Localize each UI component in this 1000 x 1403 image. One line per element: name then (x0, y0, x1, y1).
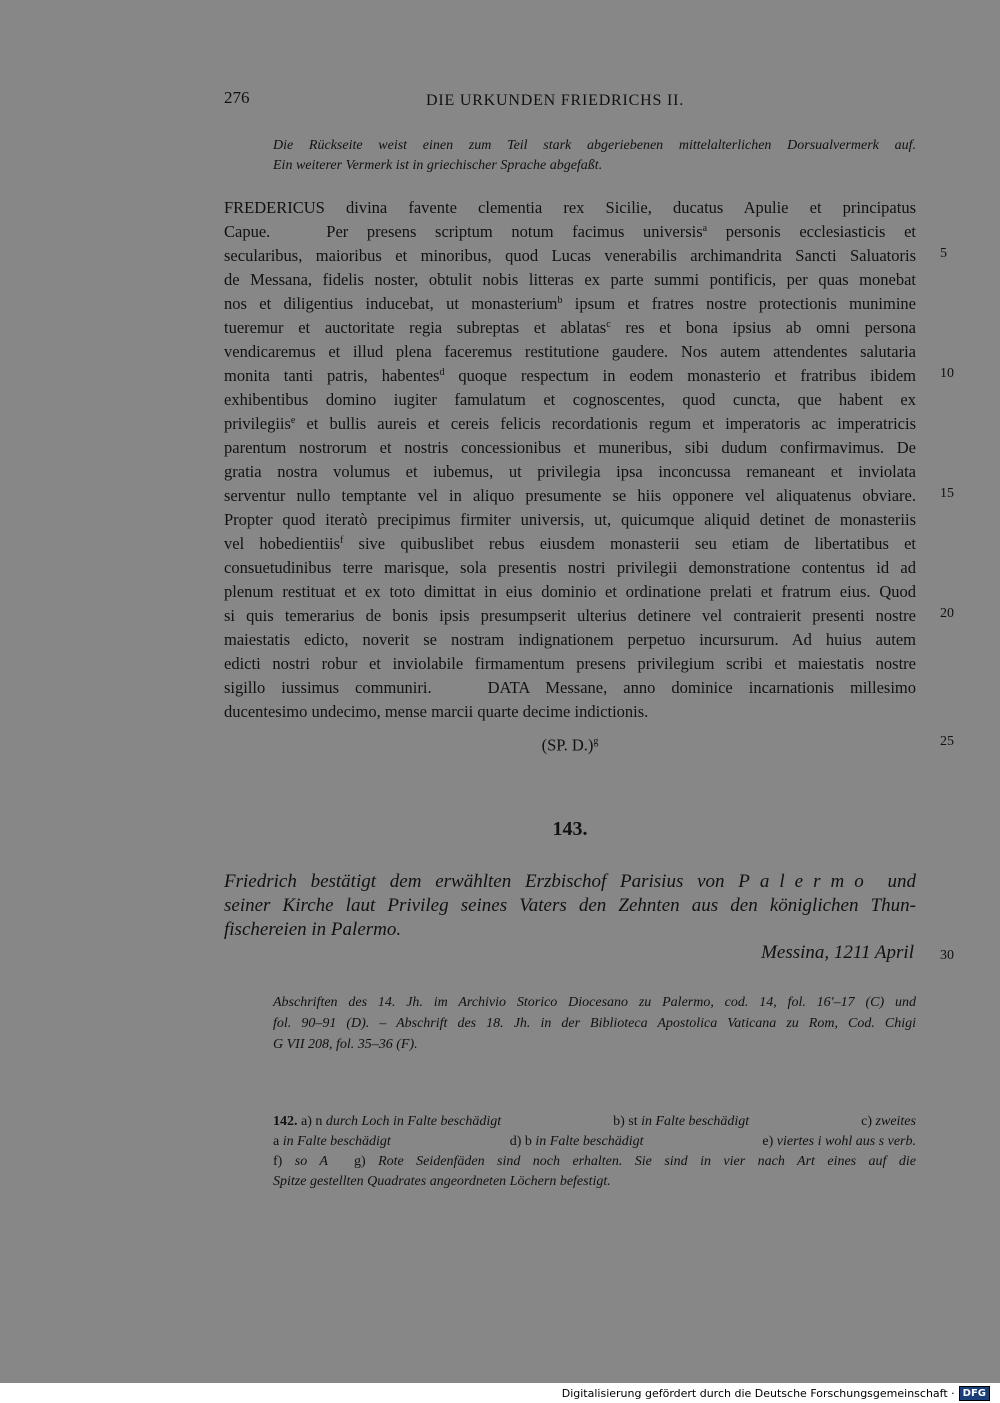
charter-line-text: nos et diligentius inducebat, ut monasterium (224, 294, 558, 313)
charter-line (224, 556, 916, 580)
page-number: 276 (224, 88, 250, 107)
charter-line-text: sigillo iussimus communiri. (224, 678, 432, 697)
seal-text: (SP. D.) (541, 735, 594, 755)
footnote-label: e) (762, 1134, 774, 1149)
charter-line-text: FREDERICUS divina favente clementia rex Sicilie, ducatus Apulie et principatus (224, 198, 916, 217)
charter-line-text: vendicaremus et illud plena faceremus restitutione gaudere. Nos autem attendentes salutaria (224, 342, 916, 361)
charter-line-text: de Messana, fidelis noster, obtulit nobis litteras ex parte summi pontificis, per quas monebat (224, 270, 916, 289)
intro-note-line: Die Rückseite weist einen zum Teil stark abgeriebenen mittelalterlichen Dorsualvermerk auf. (273, 138, 916, 153)
footnote-letter: a (273, 1134, 280, 1149)
footnote-label: d) (509, 1134, 522, 1149)
footnote-text: zweites (875, 1114, 916, 1129)
line-number: 10 (940, 366, 954, 381)
footnote-label: g) (353, 1154, 366, 1169)
charter-line-text: privilegiis (224, 414, 291, 433)
charter-line (224, 604, 916, 628)
sources-line: fol. 90–91 (D). – Abschrift des 18. Jh. in der Biblioteca Apostolica Vaticana zu Rom, Cod. Chigi (273, 1016, 916, 1031)
footnote-text: viertes i wohl aus s verb. (776, 1134, 916, 1149)
charter-line-text: tueremur et auctoritate regia subreptas et ablatas (224, 318, 607, 337)
footnote-label: c) (861, 1114, 873, 1129)
charter-line-text: et bullis aureis et cereis felicis recordationis regum et imperatoris ac imperatricis (295, 414, 916, 433)
charter-line-text: ducentesimo undecimo, mense marcii quarte decime indictionis. (224, 702, 649, 721)
charter-line (224, 484, 916, 508)
line-number: 30 (940, 948, 954, 963)
seal-note (224, 730, 916, 758)
charter-line-text: monita tanti patris, habentes (224, 366, 440, 385)
charter-line (224, 700, 916, 724)
footnote-text: Rote Seidenfäden sind noch erhalten. Sie sind in vier nach Art eines auf die (378, 1154, 916, 1169)
sources-note (273, 992, 916, 1055)
charter-line (224, 268, 916, 292)
charter-line (224, 340, 916, 364)
summary-line (224, 870, 916, 894)
charter-line-text: gratia nostra volumus et iubemus, ut privilegia ipsa inconcussa remaneant et inviolata (224, 462, 916, 481)
charter-line-text: res et bona ipsius ab omni persona (610, 318, 916, 337)
charter-line (224, 316, 916, 340)
charter-line (224, 652, 916, 676)
charter-line (224, 364, 916, 388)
charter-line (224, 628, 916, 652)
charter-line-text: quoque respectum in eodem monasterio et fratribus ibidem (444, 366, 917, 385)
charter-line-text: secularibus, maioribus et minoribus, quod Lucas venerabilis archimandrita Sancti Saluatoris (224, 246, 916, 265)
footnote-mark: e (290, 415, 296, 426)
charter-text (224, 196, 916, 726)
footnote-mark: c (606, 319, 611, 330)
footnote-text: in Falte beschädigt (641, 1114, 750, 1129)
place-date: Messina, 1211 April (761, 942, 914, 963)
charter-line-text: DATA Messane, anno dominice incarnationis millesimo (487, 678, 916, 697)
charter-line-text: Propter quod iteratò precipimus firmiter universis, ut, quicumque aliquid detinet de monasteriis (224, 510, 916, 529)
footnote-mark: f (340, 535, 344, 546)
charter-line (224, 292, 916, 316)
footnote-line (273, 1132, 916, 1152)
line-number: 5 (940, 246, 947, 261)
charter-line-text: ipsum et fratres nostre protectionis munimine (562, 294, 916, 313)
summary-text: und (873, 871, 916, 892)
footnote-letter: st (628, 1114, 638, 1129)
summary-text: Friedrich bestätigt dem erwählten Erzbischof Parisius von (224, 871, 739, 892)
footnote-letter: b (524, 1134, 532, 1149)
document-summary (224, 870, 916, 946)
summary-line (224, 894, 916, 918)
place-name-spaced: Palermo (738, 871, 874, 892)
footnote-label: b) (613, 1114, 625, 1129)
footnote-label: f) (273, 1154, 283, 1169)
footnote-text: durch Loch in Falte beschädigt (325, 1114, 502, 1129)
intro-note (273, 136, 916, 176)
funding-text: Digitalisierung gefördert durch die Deutsche Forschungsgemeinschaft · (561, 1387, 955, 1400)
footnote-group (273, 1132, 391, 1152)
dfg-logo: DFG (959, 1386, 990, 1401)
funding-bar (562, 1386, 990, 1401)
footnote-text: so A (294, 1154, 328, 1169)
charter-line-text: Capue. (224, 222, 271, 241)
footnote-mark: a (702, 223, 708, 234)
charter-line (224, 388, 916, 412)
charter-line-text: parentum nostrorum et nostris concessionibus et muneribus, sibi dudum confirmavimus. De (224, 438, 916, 457)
charter-line-text: exhibentibus domino iugiter famulatum et cognoscentes, quod cuncta, que habent ex (224, 390, 916, 409)
charter-line (224, 412, 916, 436)
line-number: 25 (940, 734, 954, 749)
footnote-line (273, 1152, 916, 1172)
charter-line-text: sive quibuslibet rebus eiusdem monasterii seu etiam de libertatibus et (343, 534, 916, 553)
charter-line (224, 580, 916, 604)
charter-line-text: personis ecclesiasticis et (707, 222, 916, 241)
sources-line: Abschriften des 14. Jh. im Archivio Storico Diocesano zu Palermo, cod. 14, fol. 16'–17 (C) und (273, 995, 916, 1010)
running-title: DIE URKUNDEN FRIEDRICHS II. (426, 92, 685, 109)
charter-line-text: si quis temerarius de bonis ipsis presumpserit ulterius detinere vel contraierit presenti nostre (224, 606, 916, 625)
charter-line (224, 532, 916, 556)
footnote-group (762, 1132, 916, 1152)
charter-line (224, 196, 916, 220)
seal-footnote-mark: g (593, 736, 599, 747)
charter-line-text: vel hobedientiis (224, 534, 341, 553)
footnote-text: in Falte beschädigt (282, 1134, 391, 1149)
charter-line (224, 220, 916, 244)
intro-note-line: Ein weiterer Vermerk ist in griechischer Sprache abgefaßt. (273, 158, 603, 173)
footnote-group (273, 1112, 501, 1132)
summary-text: seiner Kirche laut Privileg seines Vaters den Zehnten aus den königlichen Thun- (224, 895, 916, 916)
line-number: 15 (940, 486, 954, 501)
summary-line (224, 918, 916, 942)
line-number: 20 (940, 606, 954, 621)
charter-line (224, 460, 916, 484)
charter-line-text: plenum restituat et ex toto dimittat in eius dominio et ordinatione prelati et fratrum eius. Quod (224, 582, 916, 601)
footnote-mark: d (439, 367, 445, 378)
footnote-text: Spitze gestellten Quadrates angeordneten Löchern befestigt. (273, 1174, 611, 1189)
footnote-line (273, 1172, 916, 1192)
footnote-label: a) (301, 1114, 312, 1129)
footnote-group (613, 1112, 749, 1132)
summary-text: fischereien in Palermo. (224, 919, 402, 940)
charter-line (224, 676, 916, 700)
footnote-ref: 142. (273, 1114, 298, 1129)
footnote-text: in Falte beschädigt (535, 1134, 644, 1149)
document-number: 143. (552, 818, 588, 840)
charter-line-text: edicti nostri robur et inviolabile firmamentum presens privilegium scribi et maiestatis nostre (224, 654, 916, 673)
footnote-group (510, 1132, 644, 1152)
charter-line-text: maiestatis edicto, noverit se nostram indignationem perpetuo incursurum. Ad huius autem (224, 630, 916, 649)
charter-line (224, 508, 916, 532)
sources-line: G VII 208, fol. 35–36 (F). (273, 1037, 418, 1052)
footnote-mark: b (557, 295, 563, 306)
footnotes (273, 1112, 916, 1192)
footnote-letter: n (315, 1114, 323, 1129)
charter-line-text: Per presens scriptum notum facimus universis (326, 222, 703, 241)
footnote-group (861, 1112, 916, 1132)
charter-line-text: consuetudinibus terre marisque, sola presentis nostri privilegii demonstratione contentus id ad (224, 558, 916, 577)
charter-line-text: serventur nullo temptante vel in aliquo presumente se hiis opponere vel aliquatenus obviare. (224, 486, 916, 505)
charter-line (224, 244, 916, 268)
footnote-line (273, 1112, 916, 1132)
charter-line (224, 436, 916, 460)
